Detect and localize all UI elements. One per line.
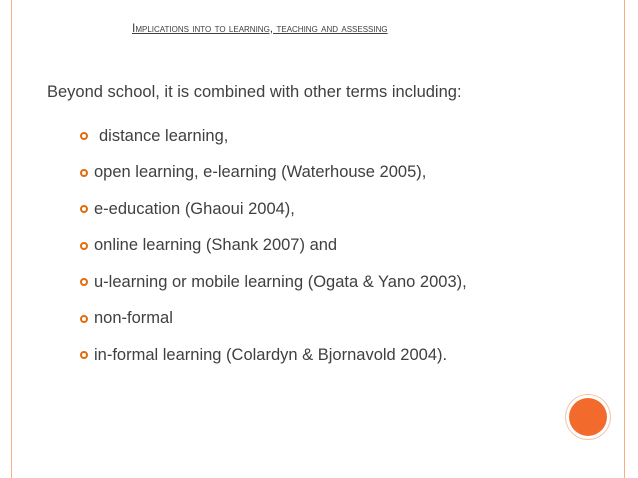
list-item-text: online learning (Shank 2007) and bbox=[94, 236, 338, 255]
intro-text: Beyond school, it is combined with other terms including: bbox=[47, 83, 462, 101]
hollow-circle-bullet-icon bbox=[80, 242, 88, 250]
list-item bbox=[80, 337, 467, 374]
list-item bbox=[80, 118, 467, 155]
list-item-text: u-learning or mobile learning (Ogata & Yano 2003), bbox=[94, 272, 467, 291]
slide-title: Implications into to learning, teaching and assessing bbox=[132, 21, 388, 35]
orange-circle-icon bbox=[569, 398, 607, 436]
list-item-text: non-formal bbox=[94, 309, 173, 328]
list-item bbox=[80, 191, 467, 228]
hollow-circle-bullet-icon bbox=[80, 132, 88, 140]
hollow-circle-bullet-icon bbox=[80, 315, 88, 323]
list-item-text: e-education (Ghaoui 2004), bbox=[94, 199, 295, 218]
list-item-text: open learning, e-learning (Waterhouse 2005), bbox=[94, 163, 427, 182]
hollow-circle-bullet-icon bbox=[80, 278, 88, 286]
bullet-list bbox=[80, 118, 467, 374]
list-item bbox=[80, 301, 467, 338]
list-item bbox=[80, 264, 467, 301]
hollow-circle-bullet-icon bbox=[80, 351, 88, 359]
right-vertical-rule bbox=[624, 0, 625, 478]
list-item-text: in-formal learning (Colardyn & Bjornavold 2004). bbox=[94, 345, 448, 364]
left-vertical-rule bbox=[11, 0, 12, 478]
list-item bbox=[80, 228, 467, 265]
list-item-text: distance learning, bbox=[99, 126, 229, 145]
list-item bbox=[80, 155, 467, 192]
hollow-circle-bullet-icon bbox=[80, 205, 88, 213]
hollow-circle-bullet-icon bbox=[80, 169, 88, 177]
